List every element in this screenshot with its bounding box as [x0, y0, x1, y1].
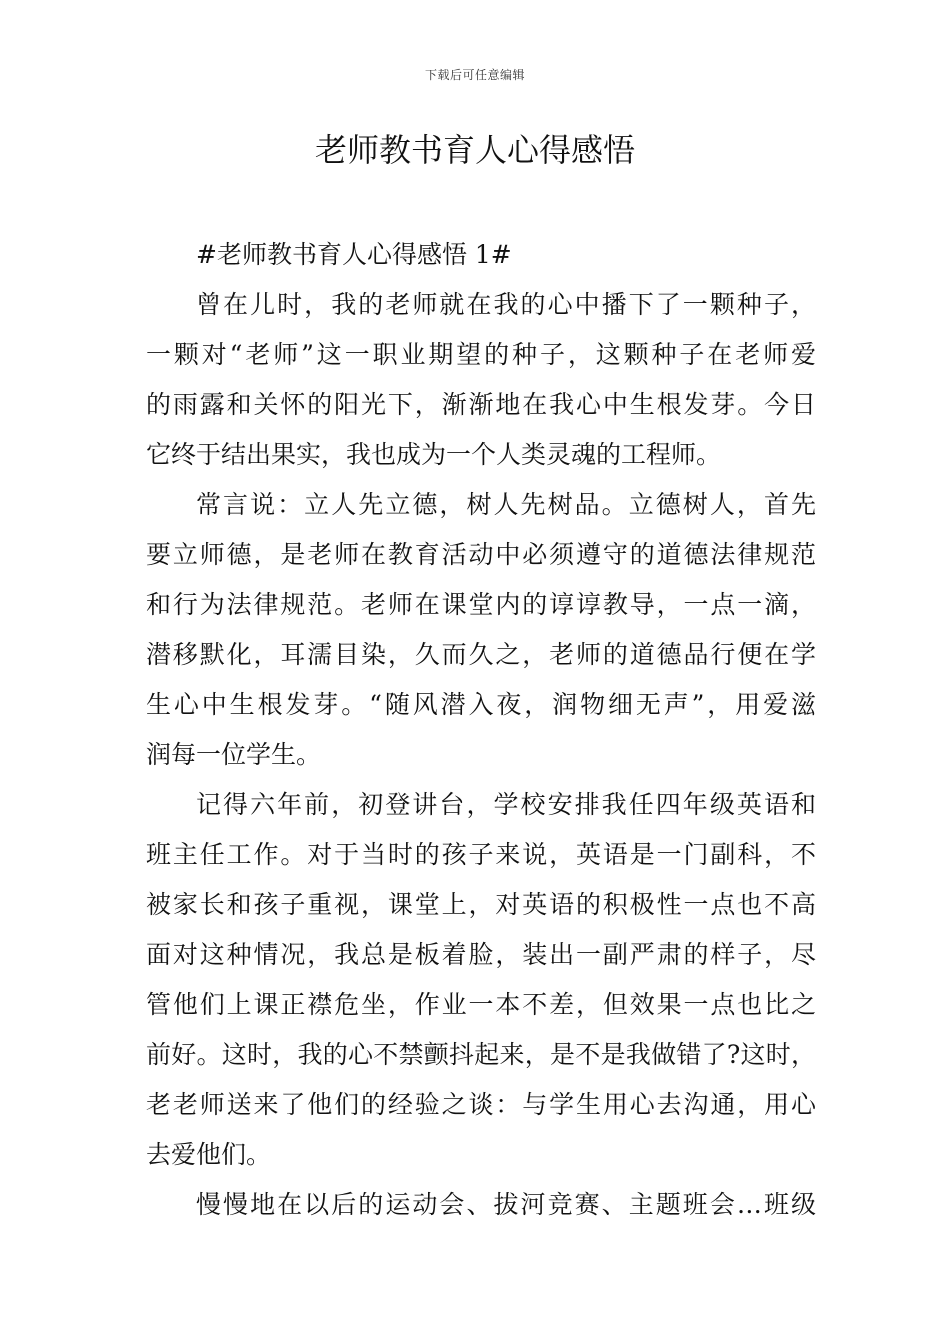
paragraph-line: 一颗对“老师”这一职业期望的种子，这颗种子在老师爱	[146, 340, 816, 369]
paragraph-line: 记得六年前，初登讲台，学校安排我任四年级英语和	[196, 790, 816, 819]
document-title: 老师教书育人心得感悟	[314, 131, 635, 169]
paragraph-line: 生心中生根发芽。“随风潜入夜，润物细无声”，用爱滋	[146, 690, 816, 719]
paragraph-line: 的雨露和关怀的阳光下，渐渐地在我心中生根发芽。今日	[146, 390, 816, 419]
paragraph-4	[146, 1180, 816, 1230]
paragraph-line: 常言说：立人先立德，树人先树品。立德树人，首先	[196, 490, 816, 519]
document-body	[146, 230, 816, 1230]
paragraph-line: 面对这种情况，我总是板着脸，装出一副严肃的样子，尽	[146, 940, 816, 969]
paragraph-3	[146, 780, 816, 1180]
section-heading: #老师教书育人心得感悟 1#	[196, 240, 512, 269]
paragraph-line: 和行为法律规范。老师在课堂内的谆谆教导，一点一滴，	[146, 590, 816, 619]
paragraph-line: 被家长和孩子重视，课堂上，对英语的积极性一点也不高	[146, 890, 816, 919]
paragraph-line: 润每一位学生。	[146, 740, 322, 769]
paragraph-line: 前好。这时，我的心不禁颤抖起来，是不是我做错了?这时，	[146, 1040, 816, 1069]
paragraph-line: 慢慢地在以后的运动会、拔河竞赛、主题班会…班级	[196, 1190, 816, 1219]
paragraph-line: 它终于结出果实，我也成为一个人类灵魂的工程师。	[146, 440, 722, 469]
paragraph-line: 潜移默化，耳濡目染，久而久之，老师的道德品行便在学	[146, 640, 816, 669]
paragraph-line: 去爱他们。	[146, 1140, 272, 1169]
paragraph-line: 管他们上课正襟危坐，作业一本不差，但效果一点也比之	[146, 990, 816, 1019]
paragraph-1	[146, 280, 816, 480]
paragraph-line: 老老师送来了他们的经验之谈：与学生用心去沟通，用心	[146, 1090, 816, 1119]
paragraph-line: 要立师德，是老师在教育活动中必须遵守的道德法律规范	[146, 540, 816, 569]
paragraph-line: 曾在儿时，我的老师就在我的心中播下了一颗种子，	[196, 290, 816, 319]
header-note: 下载后可任意编辑	[424, 68, 525, 82]
paragraph-2	[146, 480, 816, 780]
paragraph-line: 班主任工作。对于当时的孩子来说，英语是一门副科，不	[146, 840, 816, 869]
